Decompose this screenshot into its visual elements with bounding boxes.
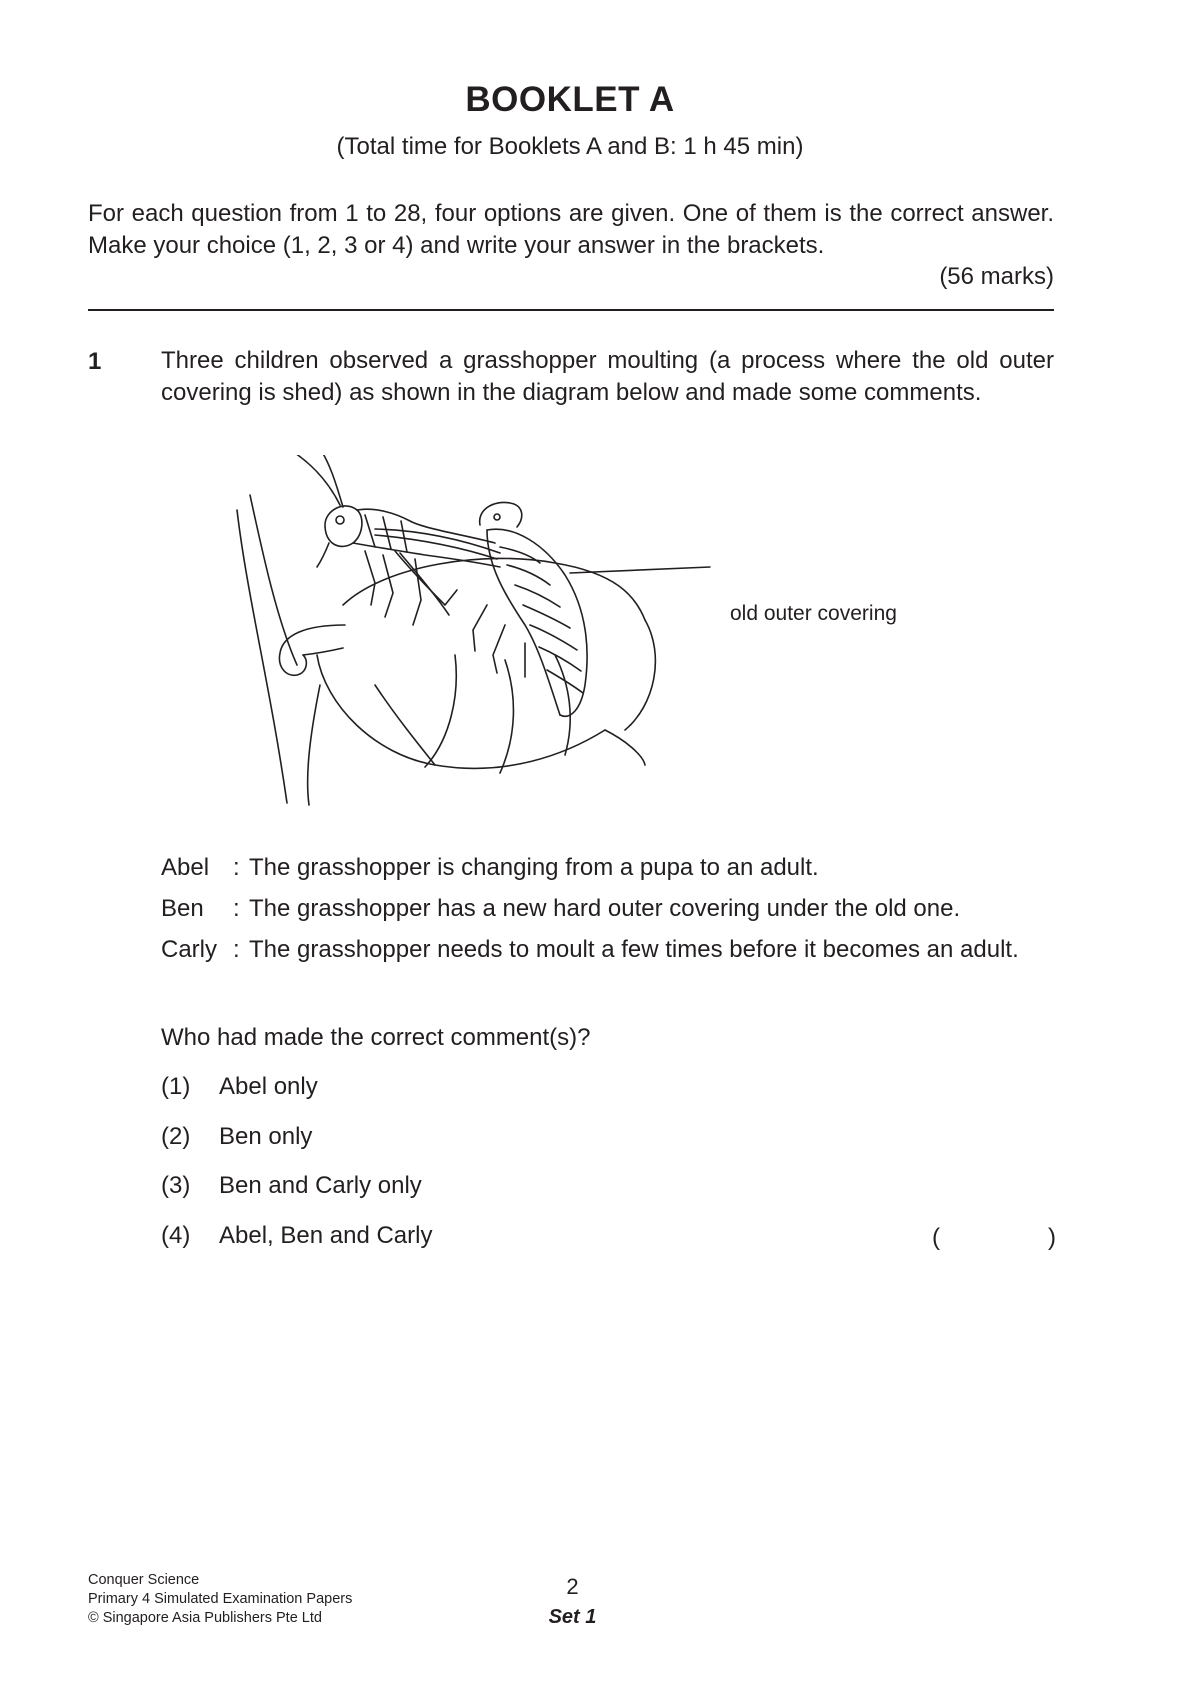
option-1 — [161, 1073, 1054, 1123]
comment-statement: The grasshopper has a new hard outer covering under the old one. — [249, 895, 961, 922]
bracket-open: ( — [932, 1224, 940, 1251]
option-2 — [161, 1123, 1054, 1173]
footer-page-info — [545, 1574, 600, 1629]
option-number: (4) — [161, 1221, 191, 1249]
diagram-label: old outer covering — [730, 602, 897, 625]
option-number: (1) — [161, 1073, 191, 1100]
section-divider — [88, 309, 1054, 311]
instructions-text: For each question from 1 to 28, four options are given. One of them is the correct answer. Make your choice (1, 2, 3 or 4) and write your answer in the brackets. — [88, 200, 1054, 259]
option-text: Abel only — [219, 1073, 318, 1100]
comment-statement: The grasshopper is changing from a pupa to an adult. — [249, 854, 819, 881]
footer-copyright: © Singapore Asia Publishers Pte Ltd — [88, 1610, 322, 1626]
time-allowed: (Total time for Booklets A and B: 1 h 45 min) — [336, 133, 804, 160]
question-text: Three children observed a grasshopper moulting (a process where the old outer covering is shed) as shown in the diagram below and made some comments. — [161, 347, 1054, 406]
booklet-title: BOOKLET A — [465, 80, 675, 119]
total-marks: (56 marks) — [939, 263, 1054, 290]
comment-statement: The grasshopper needs to moult a few times before it becomes an adult. — [249, 936, 1019, 963]
comment-colon: : — [233, 895, 240, 922]
option-number: (3) — [161, 1172, 191, 1199]
comment-speaker: Ben — [161, 895, 204, 922]
answer-options — [161, 1073, 1054, 1271]
comment-speaker: Carly — [161, 936, 218, 963]
page-number: 2 — [566, 1574, 579, 1599]
footer-publisher — [88, 1571, 352, 1628]
bracket-close: ) — [1048, 1224, 1056, 1251]
option-text: Abel, Ben and Carly — [219, 1221, 433, 1249]
footer-series: Conquer Science — [88, 1572, 200, 1588]
footer-book: Primary 4 Simulated Examination Papers — [88, 1591, 353, 1607]
answer-bracket[interactable] — [932, 1224, 1056, 1252]
comment-speaker: Abel — [161, 854, 210, 881]
option-number: (2) — [161, 1122, 191, 1150]
option-text: Ben and Carly only — [219, 1172, 422, 1199]
option-text: Ben only — [219, 1122, 313, 1150]
comment-colon: : — [233, 854, 240, 881]
comment-ben — [161, 893, 1054, 924]
question-number: 1 — [88, 348, 102, 375]
option-3 — [161, 1172, 1054, 1222]
comments-list — [161, 852, 1054, 975]
question-prompt: Who had made the correct comment(s)? — [161, 1024, 591, 1051]
grasshopper-moulting-diagram — [225, 455, 925, 815]
set-label: Set 1 — [548, 1606, 597, 1628]
comment-carly — [161, 934, 1054, 965]
option-4 — [161, 1222, 1054, 1272]
comment-abel — [161, 852, 1054, 883]
comment-colon: : — [233, 936, 240, 963]
